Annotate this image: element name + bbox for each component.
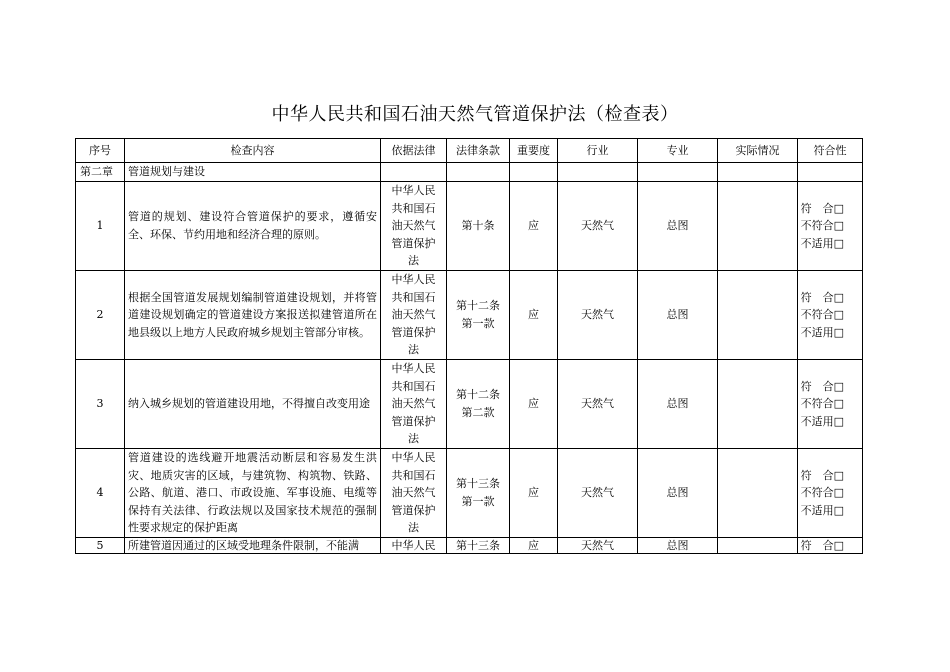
conformity-checkbox-option[interactable]: 不适用□: [800, 236, 844, 250]
importance: 应: [510, 182, 558, 271]
actual-situation: [718, 360, 798, 449]
header-cell-importance: 重要度: [510, 139, 558, 163]
clause-line: 第一款: [461, 495, 495, 508]
conformity-checkbox-option[interactable]: 符 合□: [800, 290, 844, 304]
conformity-options: [798, 360, 863, 449]
law-basis: [381, 538, 447, 554]
row-number: 3: [76, 360, 125, 449]
conformity-checkbox-option[interactable]: 不符合□: [800, 397, 844, 411]
conformity-checkbox-option[interactable]: 不符合□: [800, 486, 844, 500]
law-line: 中华人民: [391, 273, 436, 287]
table-row: [76, 449, 863, 538]
law-line: 油天然气: [391, 397, 436, 411]
inspection-table: [75, 138, 863, 554]
clause-line: 第十三条: [456, 477, 500, 491]
header-cell-content: 检查内容: [125, 139, 381, 163]
empty-cell: [558, 163, 638, 182]
clause-line: 第二款: [461, 406, 495, 419]
law-line: 管道保护: [391, 503, 436, 517]
law-line: 中华人民: [391, 184, 436, 198]
law-line: 共和国石: [391, 379, 436, 393]
row-number: 4: [76, 449, 125, 538]
specialty: 总图: [638, 538, 718, 554]
empty-cell: [718, 163, 798, 182]
clause-line: 第十三条: [456, 539, 500, 552]
check-content: 纳入城乡规划的管道建设用地，不得擅自改变用途: [125, 360, 381, 449]
header-cell-law: 依据法律: [381, 139, 447, 163]
law-line: 中华人民: [391, 539, 436, 552]
law-line: 中华人民: [391, 362, 436, 376]
conformity-checkbox-option[interactable]: 不适用□: [800, 503, 844, 517]
header-cell-actual: 实际情况: [718, 139, 798, 163]
empty-cell: [381, 163, 447, 182]
law-clause: [447, 271, 510, 360]
header-cell-clause: 法律条款: [447, 139, 510, 163]
actual-situation: [718, 182, 798, 271]
table-row: [76, 538, 863, 554]
industry: 天然气: [558, 182, 638, 271]
table-row: [76, 271, 863, 360]
header-cell-no: 序号: [76, 139, 125, 163]
clause-line: 第一款: [461, 317, 495, 330]
law-clause: [447, 182, 510, 271]
conformity-checkbox-option[interactable]: 不符合□: [800, 219, 844, 233]
row-number: 2: [76, 271, 125, 360]
law-basis: [381, 271, 447, 360]
table-row: [76, 182, 863, 271]
chapter-title: 管道规划与建设: [125, 163, 381, 182]
row-number: 5: [76, 538, 125, 554]
law-line: 法: [408, 343, 419, 357]
conformity-options: [798, 182, 863, 271]
conformity-checkbox-option[interactable]: 符 合□: [800, 539, 844, 552]
importance: 应: [510, 360, 558, 449]
header-cell-conformity: 符合性: [798, 139, 863, 163]
document-title: 中华人民共和国石油天然气管道保护法（检查表）: [271, 104, 679, 125]
law-basis: [381, 360, 447, 449]
specialty: 总图: [638, 271, 718, 360]
law-line: 油天然气: [391, 486, 436, 500]
industry: 天然气: [558, 271, 638, 360]
check-content: 根据全国管道发展规划编制管道建设规划，并将管道建设规划确定的管道建设方案报送拟建管道所在地县级以上地方人民政府城乡规划主管部分审核。: [125, 271, 381, 360]
empty-cell: [638, 163, 718, 182]
table-header-row: [76, 139, 863, 163]
law-line: 共和国石: [391, 468, 436, 482]
conformity-checkbox-option[interactable]: 符 合□: [800, 468, 844, 482]
importance: 应: [510, 538, 558, 554]
specialty: 总图: [638, 449, 718, 538]
specialty: 总图: [638, 182, 718, 271]
law-line: 油天然气: [391, 308, 436, 322]
row-number: 1: [76, 182, 125, 271]
conformity-checkbox-option[interactable]: 不符合□: [800, 308, 844, 322]
header-cell-specialty: 专业: [638, 139, 718, 163]
conformity-options: [798, 271, 863, 360]
importance: 应: [510, 449, 558, 538]
check-content: 管道建设的选线避开地震活动断层和容易发生洪灾、地质灾害的区域，与建筑物、构筑物、铁路、公路、航道、港口、市政设施、军事设施、电缆等保持有关法律、行政法规以及国家技术规范的强制性要求规定的保护距离: [125, 449, 381, 538]
law-basis: [381, 182, 447, 271]
law-line: 共和国石: [391, 290, 436, 304]
law-line: 管道保护: [391, 236, 436, 250]
law-line: 管道保护: [391, 414, 436, 428]
empty-cell: [510, 163, 558, 182]
table-row: [76, 360, 863, 449]
clause-line: 第十条: [461, 219, 495, 233]
conformity-options: [798, 449, 863, 538]
specialty: 总图: [638, 360, 718, 449]
empty-cell: [798, 163, 863, 182]
empty-cell: [447, 163, 510, 182]
check-content: 管道的规划、建设符合管道保护的要求，遵循安全、环保、节约用地和经济合理的原则。: [125, 182, 381, 271]
conformity-checkbox-option[interactable]: 不适用□: [800, 414, 844, 428]
actual-situation: [718, 538, 798, 554]
clause-line: 第十二条: [456, 299, 500, 313]
law-line: 法: [408, 254, 419, 268]
industry: 天然气: [558, 449, 638, 538]
industry: 天然气: [558, 538, 638, 554]
header-cell-industry: 行业: [558, 139, 638, 163]
law-clause: [447, 449, 510, 538]
actual-situation: [718, 449, 798, 538]
law-line: 法: [408, 432, 419, 446]
actual-situation: [718, 271, 798, 360]
conformity-checkbox-option[interactable]: 符 合□: [800, 379, 844, 393]
conformity-checkbox-option[interactable]: 符 合□: [800, 201, 844, 215]
law-line: 法: [408, 521, 419, 535]
law-basis: [381, 449, 447, 538]
law-line: 油天然气: [391, 219, 436, 233]
law-line: 管道保护: [391, 325, 436, 339]
check-content: 所建管道因通过的区域受地理条件限制，不能满: [125, 538, 381, 554]
chapter-label: 第二章: [76, 163, 125, 182]
industry: 天然气: [558, 360, 638, 449]
importance: 应: [510, 271, 558, 360]
conformity-checkbox-option[interactable]: 不适用□: [800, 325, 844, 339]
conformity-options: [798, 538, 863, 554]
law-clause: [447, 538, 510, 554]
clause-line: 第十二条: [456, 388, 500, 402]
law-clause: [447, 360, 510, 449]
law-line: 共和国石: [391, 201, 436, 215]
chapter-row: [76, 163, 863, 182]
law-line: 中华人民: [391, 451, 436, 465]
